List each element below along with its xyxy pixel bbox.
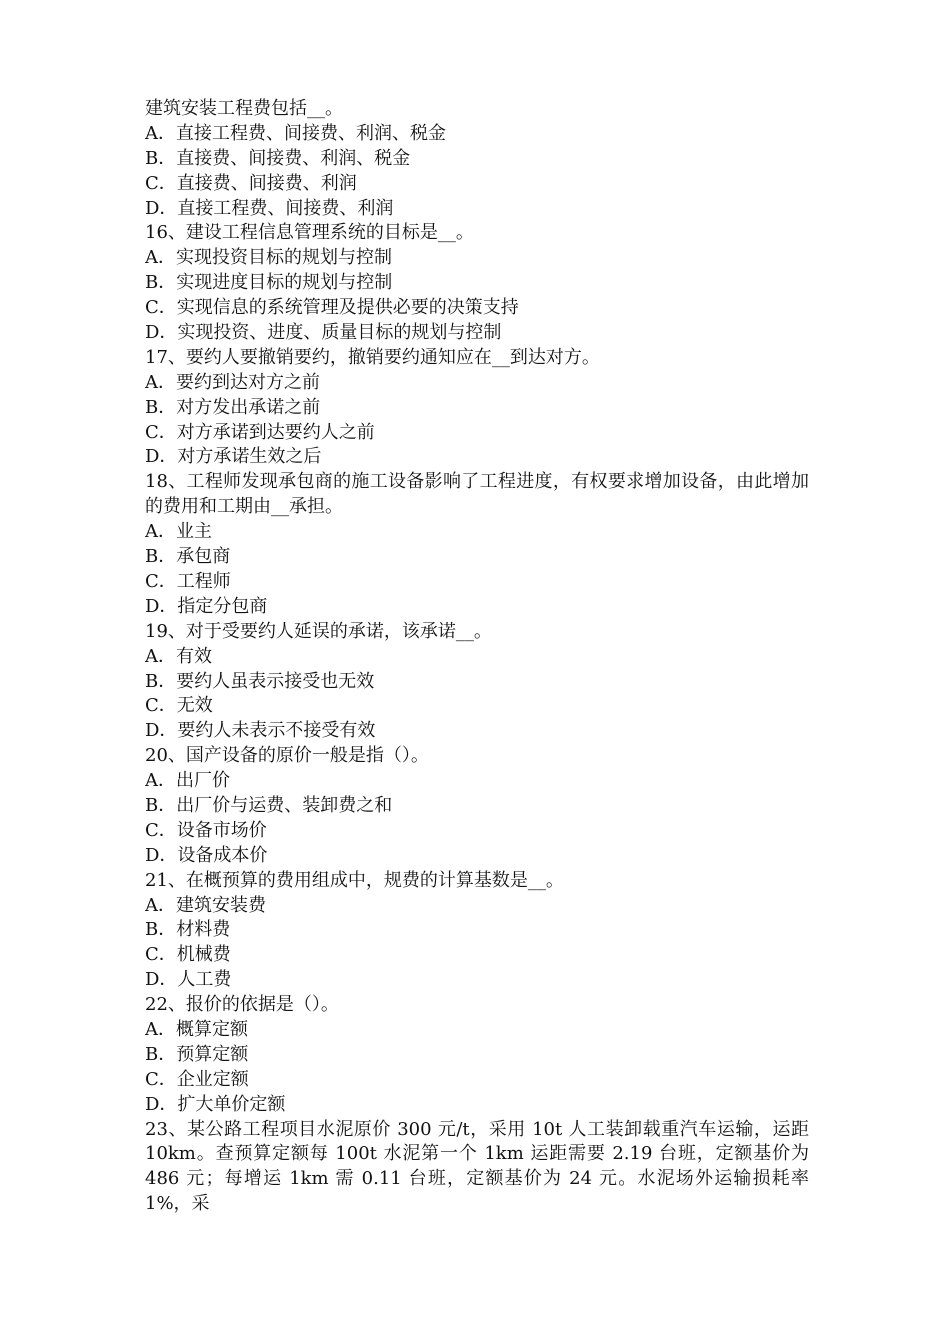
option-line: B．预算定额 <box>145 1043 249 1065</box>
question-16: 16、建设工程信息管理系统的目标是__。 <box>145 222 474 244</box>
question-20: 20、国产设备的原价一般是指（）。 <box>145 745 429 767</box>
question-18: 18、工程师发现承包商的施工设备影响了工程进度，有权要求增加设备，由此增加的费用和工期由__承担。 <box>145 471 809 518</box>
option-line: A．建筑安装费 <box>145 894 266 916</box>
question-21: 21、在概预算的费用组成中，规费的计算基数是__。 <box>145 869 564 891</box>
option-line: B．实现进度目标的规划与控制 <box>145 272 393 294</box>
option-line: C．直接费、间接费、利润 <box>145 172 357 194</box>
option-line: C．企业定额 <box>145 1068 249 1090</box>
option-line: C．工程师 <box>145 570 231 592</box>
option-line: A．业主 <box>145 521 212 543</box>
option-line: B．材料费 <box>145 919 231 941</box>
option-line: A．有效 <box>145 645 212 667</box>
option-line: D．扩大单价定额 <box>145 1093 286 1115</box>
question-17: 17、要约人要撤销要约，撤销要约通知应在__到达对方。 <box>145 346 600 368</box>
option-line: D．直接工程费、间接费、利润 <box>145 197 394 219</box>
question-19: 19、对于受要约人延误的承诺，该承诺__。 <box>145 620 492 642</box>
question-23: 23、某公路工程项目水泥原价 300 元/t，采用 10t 人工装卸载重汽车运输，运距 10km。查预算定额每 100t 水泥第一个 1km 运距需要 2.19 台班，定额基价为 486 元；每增运 1km 需 0.11 台班，定额基价为 24 元。水泥场外运输损耗率 1%，采 <box>145 1118 809 1215</box>
option-line: C．机械费 <box>145 944 231 966</box>
option-line: C．实现信息的系统管理及提供必要的决策支持 <box>145 297 519 319</box>
option-line: C．无效 <box>145 695 213 717</box>
option-line: D．人工费 <box>145 969 232 991</box>
option-line: D．实现投资、进度、质量目标的规划与控制 <box>145 322 502 344</box>
option-line: B．直接费、间接费、利润、税金 <box>145 147 411 169</box>
option-line: C．设备市场价 <box>145 819 267 841</box>
option-line: B．要约人虽表示接受也无效 <box>145 670 375 692</box>
option-line: D．对方承诺生效之后 <box>145 446 322 468</box>
document-body <box>145 97 809 1217</box>
option-line: A．出厂价 <box>145 770 230 792</box>
option-line: D．要约人未表示不接受有效 <box>145 720 376 742</box>
option-line: A．直接工程费、间接费、利润、税金 <box>145 122 446 144</box>
option-line: C．对方承诺到达要约人之前 <box>145 421 375 443</box>
question-22: 22、报价的依据是（）。 <box>145 994 339 1016</box>
option-line: D．指定分包商 <box>145 595 268 617</box>
option-line: B．承包商 <box>145 546 231 568</box>
option-line: A．要约到达对方之前 <box>145 371 320 393</box>
option-line: A．概算定额 <box>145 1018 248 1040</box>
option-line: B．对方发出承诺之前 <box>145 396 321 418</box>
option-line: A．实现投资目标的规划与控制 <box>145 247 392 269</box>
option-line: B．出厂价与运费、装卸费之和 <box>145 794 393 816</box>
option-line: D．设备成本价 <box>145 844 268 866</box>
question-stem: 建筑安装工程费包括__。 <box>145 98 343 119</box>
